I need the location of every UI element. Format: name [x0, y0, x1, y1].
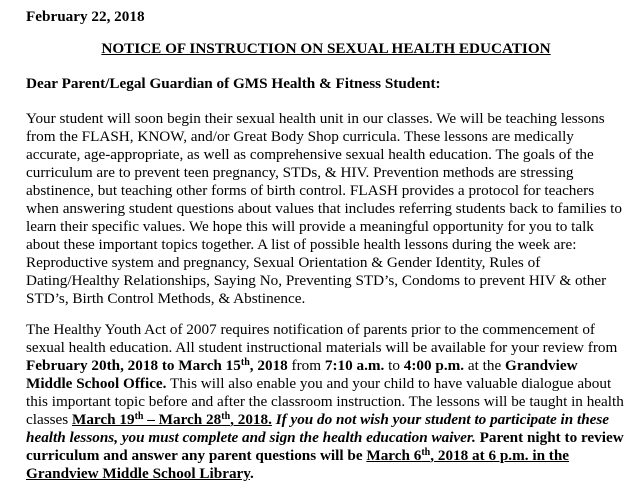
- class-start-date: March 19: [71, 411, 135, 428]
- notice-title: NOTICE OF INSTRUCTION ON SEXUAL HEALTH EDUCATION: [101, 40, 551, 57]
- p2-text-2: from: [287, 357, 325, 374]
- salutation: Dear Parent/Legal Guardian of GMS Health & Fitness Student:: [26, 75, 441, 92]
- review-end-year: , 2018: [249, 357, 288, 374]
- review-start-date: February 20th, 2018: [26, 357, 159, 374]
- class-dash: –: [143, 411, 159, 428]
- review-end-sup: th: [240, 357, 250, 368]
- class-end-sup: th: [221, 411, 231, 422]
- p2-text-3: to: [384, 357, 404, 374]
- end-period: .: [250, 465, 254, 482]
- p2-text-5: This will also enable you and your child to have valuable dialogue about this important topic before and after the classroom instruction. The lessons will be taught in health classes: [26, 375, 624, 428]
- p2-text-1: The Healthy Youth Act of 2007 requires notification of parents prior to the commencement of sexual health education. All student instructional materials will be available for your review from: [26, 321, 618, 356]
- class-end-year: , 2018.: [230, 411, 272, 428]
- parent-night-date: March 6: [366, 447, 422, 464]
- class-start-sup: th: [134, 411, 144, 422]
- waiver-notice: If you do not wish your student to participate in these health lessons, you must complete and sign the health education waiver.: [26, 411, 610, 446]
- parent-night-sup: th: [421, 447, 431, 458]
- parent-night-location: , 2018 at 6 p.m. in the Grandview Middle School Library: [26, 447, 570, 482]
- review-end-date: March 15: [178, 357, 241, 374]
- review-location: Grandview Middle School Office.: [26, 357, 578, 392]
- class-dates: [72, 411, 272, 428]
- paragraph-notification: [26, 321, 626, 483]
- paragraph-intro: Your student will soon begin their sexual health unit in our classes. We will be teaching lessons from the FLASH, KNOW, and/or Great Body Shop curricula. These lessons are medically accurate, age-appropriate, as well as comprehensive sexual health education. The goals of the curriculum are to prevent teen pregnancy, STDs, & HIV. Prevention methods are stressing abstinence, but teaching other forms of birth control. FLASH provides a protocol for teachers when answering student questions about values that includes referring students back to families to learn their specific values. We hope this will provide a meaningful opportunity for you to talk about these important topics together. A list of possible health lessons during the week are: Reproductive system and pregnancy, Sexual Orientation & Gender Identity, Rules of Dating/Healthy Relationships, Saying No, Preventing STD’s, Condoms to prevent HIV & other STD’s, Birth Control Methods, & Abstinence.: [26, 110, 622, 307]
- parent-night-text: Parent night to review curriculum and answer any parent questions will be: [26, 429, 624, 464]
- review-period: [26, 357, 288, 374]
- review-time-start: 7:10 a.m.: [324, 357, 385, 374]
- document-date: February 22, 2018: [26, 8, 145, 25]
- review-to-word: to: [158, 357, 179, 374]
- review-time-end: 4:00 p.m.: [403, 357, 465, 374]
- class-end-date: March 28: [158, 411, 222, 428]
- p2-text-4: at the: [464, 357, 506, 374]
